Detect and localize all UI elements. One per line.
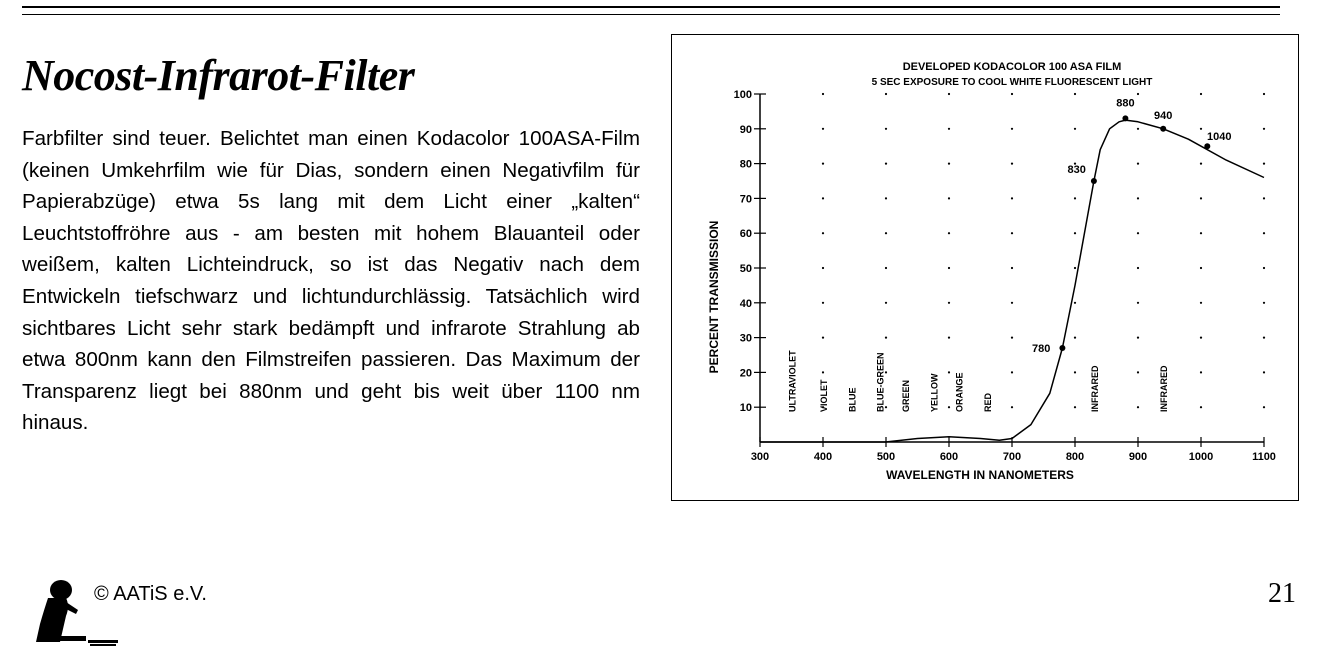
grid-dot xyxy=(822,163,824,165)
grid-dot xyxy=(1074,337,1076,339)
grid-dot xyxy=(1011,163,1013,165)
y-tick-label-100: 100 xyxy=(733,89,752,101)
grid-dot xyxy=(1200,337,1202,339)
grid-dot xyxy=(948,406,950,408)
data-label-780: 780 xyxy=(1032,343,1051,356)
page-number: 21 xyxy=(1268,578,1296,609)
band-label-6: ORANGE xyxy=(954,372,965,412)
data-point-1040 xyxy=(1204,143,1210,149)
grid-dot xyxy=(885,93,887,95)
grid-dot xyxy=(1137,302,1139,304)
x-tick-label-600: 600 xyxy=(939,451,959,463)
grid-dot xyxy=(1263,128,1265,130)
grid-dot xyxy=(1074,128,1076,130)
x-tick-label-800: 800 xyxy=(1065,451,1085,463)
y-tick-label-90: 90 xyxy=(739,123,752,136)
top-rule xyxy=(22,6,1280,8)
y-tick-label-40: 40 xyxy=(739,297,752,310)
grid-dot xyxy=(1263,232,1265,234)
grid-dot xyxy=(948,371,950,373)
band-label-0: ULTRAVIOLET xyxy=(787,350,798,412)
grid-dot xyxy=(1137,406,1139,408)
grid-dot xyxy=(948,302,950,304)
grid-dot xyxy=(885,337,887,339)
chart-title: DEVELOPED KODACOLOR 100 ASA FILM xyxy=(902,61,1122,73)
grid-dot xyxy=(1263,337,1265,339)
grid-dot xyxy=(885,128,887,130)
grid-dot xyxy=(1200,302,1202,304)
grid-dot xyxy=(1263,371,1265,373)
band-label-2: BLUE xyxy=(847,387,858,412)
grid-dot xyxy=(885,267,887,269)
x-tick-label-300: 300 xyxy=(750,451,770,463)
y-tick-label-70: 70 xyxy=(739,193,752,206)
grid-dot xyxy=(1011,337,1013,339)
grid-dot xyxy=(1011,232,1013,234)
band-label-1: VIOLET xyxy=(819,379,829,412)
grid-dot xyxy=(822,302,824,304)
x-tick-label-700: 700 xyxy=(1002,451,1022,463)
grid-dot xyxy=(822,128,824,130)
grid-dot xyxy=(1074,267,1076,269)
transmission-series-line xyxy=(760,120,1264,442)
y-tick-label-80: 80 xyxy=(739,158,752,171)
data-point-830 xyxy=(1091,178,1097,184)
grid-dot xyxy=(1074,93,1076,95)
grid-dot xyxy=(1200,197,1202,199)
grid-dot xyxy=(1137,93,1139,95)
grid-dot xyxy=(1137,337,1139,339)
grid-dot xyxy=(1011,93,1013,95)
grid-dot xyxy=(948,267,950,269)
y-tick-label-10: 10 xyxy=(739,402,752,415)
grid-dot xyxy=(1011,302,1013,304)
data-label-830: 830 xyxy=(1067,164,1086,176)
grid-dot xyxy=(1011,128,1013,130)
x-tick-label-400: 400 xyxy=(813,451,833,463)
band-label-3: BLUE-GREEN xyxy=(875,352,886,412)
grid-dot xyxy=(1137,128,1139,130)
grid-dot xyxy=(1011,197,1013,199)
grid-dot xyxy=(948,337,950,339)
x-tick-label-500: 500 xyxy=(876,451,896,463)
grid-dot xyxy=(1200,128,1202,130)
grid-dot xyxy=(1074,197,1076,199)
grid-dot xyxy=(822,267,824,269)
band-label-8: INFRARED xyxy=(1089,365,1100,412)
y-tick-label-30: 30 xyxy=(739,332,752,345)
grid-dot xyxy=(1263,93,1265,95)
grid-dot xyxy=(1263,197,1265,199)
data-label-880: 880 xyxy=(1116,97,1135,110)
grid-dot xyxy=(822,197,824,199)
y-tick-label-60: 60 xyxy=(739,228,752,241)
grid-dot xyxy=(1011,371,1013,373)
chart-subtitle: 5 SEC EXPOSURE TO COOL WHITE FLUORESCENT LIGHT xyxy=(871,77,1153,88)
grid-dot xyxy=(948,163,950,165)
grid-dot xyxy=(948,232,950,234)
plot-area xyxy=(734,89,1276,463)
grid-dot xyxy=(1200,232,1202,234)
grid-dot xyxy=(822,337,824,339)
grid-dot xyxy=(885,163,887,165)
grid-dot xyxy=(1074,302,1076,304)
transmission-chart xyxy=(672,35,1300,502)
grid-dot xyxy=(1200,371,1202,373)
copyright-text: © AATiS e.V. xyxy=(94,583,207,605)
grid-dot xyxy=(885,232,887,234)
grid-dot xyxy=(1200,93,1202,95)
grid-dot xyxy=(822,371,824,373)
x-tick-label-900: 900 xyxy=(1128,451,1148,463)
grid-dot xyxy=(1137,163,1139,165)
grid-dot xyxy=(1200,267,1202,269)
band-label-7: RED xyxy=(982,392,993,412)
grid-dot xyxy=(1011,406,1013,408)
page-title: Nocost-Infrarot-Filter xyxy=(22,51,415,100)
top-rule-thin xyxy=(22,14,1280,15)
chart-frame xyxy=(671,34,1299,501)
grid-dot xyxy=(822,93,824,95)
body-paragraph: Farbfilter sind teuer. Belichtet man einen Kodacolor 100ASA-Film (keinen Umkehrfilm wie für Dias, sondern einen Negativfilm für Papierabzüge) etwa 5s lang mit dem Licht einer „kalten“ Leuchtstoffröhre aus - am besten mit hohem Blauanteil oder weißem, kalten Lichteindruck, so ist das Negativ nach dem Entwickeln tiefschwarz und lichtundurchlässig. Tatsächlich wird sichtbares Licht sehr stark bedämpft und infrarote Strahlung ab etwa 800nm kann den Filmstreifen passieren. Das Maximum der Transparenz liegt bei 880nm und geht bis weit über 1100 nm hinaus. xyxy=(22,127,640,435)
grid-dot xyxy=(1263,267,1265,269)
data-label-1040: 1040 xyxy=(1207,131,1232,144)
data-point-940 xyxy=(1160,126,1166,132)
band-label-5: YELLOW xyxy=(929,373,940,412)
grid-dot xyxy=(1137,267,1139,269)
grid-dot xyxy=(885,302,887,304)
data-label-940: 940 xyxy=(1154,109,1173,122)
band-label-9: INFRARED xyxy=(1159,365,1170,412)
grid-dot xyxy=(1200,163,1202,165)
y-tick-label-50: 50 xyxy=(739,263,752,275)
data-point-780 xyxy=(1059,345,1065,351)
grid-dot xyxy=(1074,371,1076,373)
grid-dot xyxy=(1137,232,1139,234)
data-point-880 xyxy=(1122,115,1128,121)
grid-dot xyxy=(1011,267,1013,269)
grid-dot xyxy=(1263,163,1265,165)
grid-dot xyxy=(1200,406,1202,408)
x-tick-label-1100: 1100 xyxy=(1252,451,1276,463)
grid-dot xyxy=(948,93,950,95)
grid-dot xyxy=(1137,197,1139,199)
grid-dot xyxy=(822,232,824,234)
grid-dot xyxy=(1263,302,1265,304)
grid-dot xyxy=(948,197,950,199)
band-label-4: GREEN xyxy=(900,379,911,412)
grid-dot xyxy=(1137,371,1139,373)
grid-dot xyxy=(1074,406,1076,408)
x-axis-label: WAVELENGTH IN NANOMETERS xyxy=(886,468,1074,482)
grid-dot xyxy=(1074,232,1076,234)
x-tick-label-1000: 1000 xyxy=(1188,451,1214,463)
y-axis-label: PERCENT TRANSMISSION xyxy=(707,220,721,374)
grid-dot xyxy=(1263,406,1265,408)
y-tick-label-20: 20 xyxy=(739,367,752,380)
grid-dot xyxy=(948,128,950,130)
grid-dot xyxy=(885,197,887,199)
